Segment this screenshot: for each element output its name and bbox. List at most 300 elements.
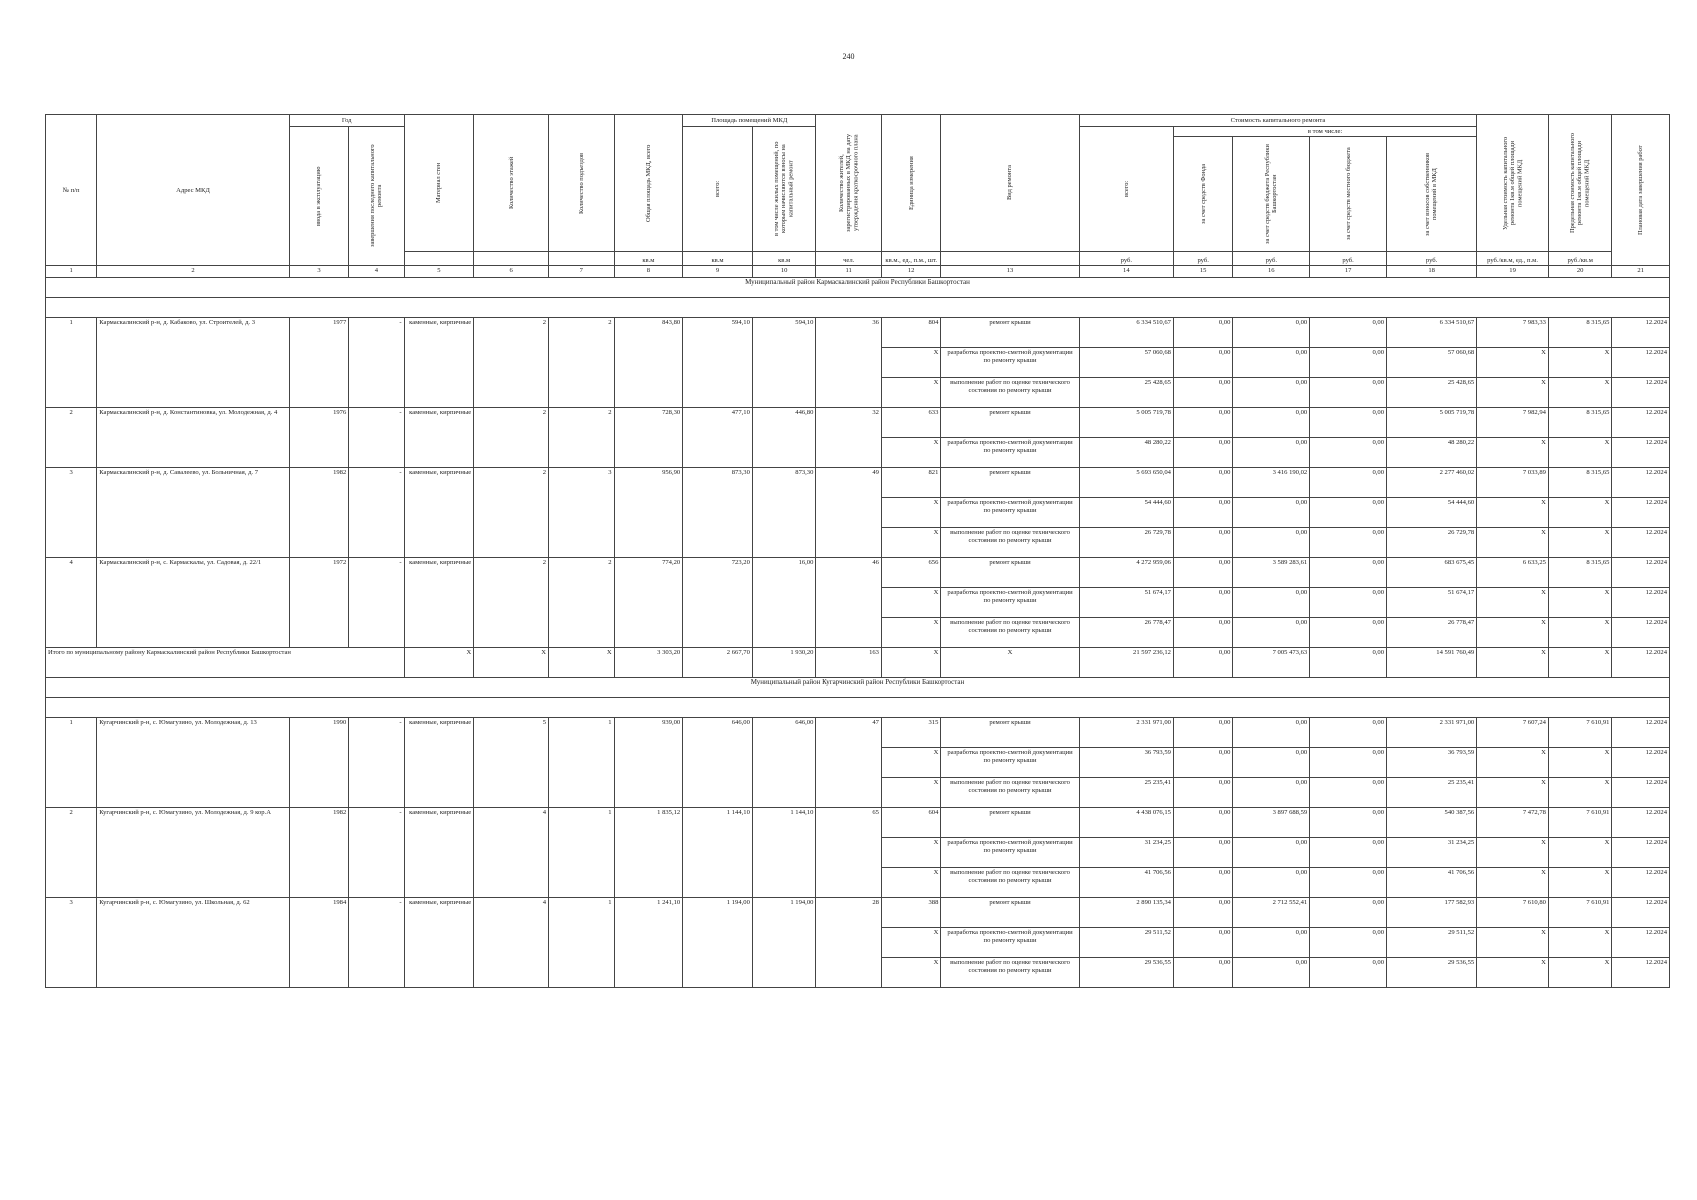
wall-material: каменные, кирпичные — [404, 558, 474, 648]
year-commission: 1982 — [289, 468, 348, 558]
year-last-repair: - — [349, 718, 404, 808]
cost-fund: 0,00 — [1173, 588, 1232, 618]
area-all: 873,30 — [683, 468, 753, 558]
planned-date: 12.2024 — [1612, 408, 1670, 438]
cost-fund: 0,00 — [1173, 958, 1232, 988]
area-paying: 1 144,10 — [752, 808, 816, 898]
header-area-all: всего: — [713, 181, 721, 198]
entrances: 1 — [549, 898, 615, 988]
unit-cost: X — [1477, 438, 1549, 468]
cost-fund: 0,00 — [1173, 718, 1232, 748]
work-type: ремонт крыши — [941, 318, 1079, 348]
year-last-repair: - — [349, 408, 404, 468]
cost-owners: 29 536,55 — [1387, 958, 1477, 988]
cost-total: 48 280,22 — [1079, 438, 1173, 468]
header-cost-owners: за счет взносов собственников помещений в МКД — [1424, 152, 1439, 236]
cost-total: 4 272 959,06 — [1079, 558, 1173, 588]
cost-fund: 0,00 — [1173, 528, 1232, 558]
planned-date: 12.2024 — [1612, 618, 1670, 648]
work-quantity: X — [881, 588, 940, 618]
cost-total: 54 444,60 — [1079, 498, 1173, 528]
unit-cost: X — [1477, 588, 1549, 618]
building-address: Кугарчинский р-н, с. Юмагузино, ул. Молодежная, д. 13 — [97, 718, 290, 808]
cost-total: 4 438 076,15 — [1079, 808, 1173, 838]
planned-date: 12.2024 — [1612, 528, 1670, 558]
cost-fund: 0,00 — [1173, 378, 1232, 408]
cost-total: 5 693 650,04 — [1079, 468, 1173, 498]
header-unit: Единица измерения — [907, 156, 915, 211]
total-label: Итого по муниципальному району Кармаскалинский район Республики Башкортостан — [46, 648, 405, 678]
year-commission: 1976 — [289, 408, 348, 468]
table-row — [46, 408, 1670, 438]
floors: 2 — [474, 558, 549, 648]
floors: 2 — [474, 408, 549, 468]
cost-republic: 0,00 — [1233, 528, 1310, 558]
max-cost: X — [1548, 528, 1612, 558]
unit-units: кв.м., ед., п.м., шт. — [881, 252, 940, 266]
max-cost: X — [1548, 868, 1612, 898]
entrances: 2 — [549, 318, 615, 408]
year-last-repair: - — [349, 318, 404, 408]
cost-owners: 25 428,65 — [1387, 378, 1477, 408]
planned-date: 12.2024 — [1612, 468, 1670, 498]
unit-cost: X — [1477, 498, 1549, 528]
cost-local: 0,00 — [1310, 928, 1387, 958]
area-all: 594,10 — [683, 318, 753, 408]
cost-republic: 0,00 — [1233, 748, 1310, 778]
work-type: разработка проектно-сметной документации по ремонту крыши — [941, 838, 1079, 868]
row-number: 3 — [46, 468, 97, 558]
entrances: 2 — [549, 408, 615, 468]
section-title-row — [46, 278, 1670, 298]
cost-fund: 0,00 — [1173, 838, 1232, 868]
max-cost: 8 315,65 — [1548, 408, 1612, 438]
header-cost: Стоимость капитального ремонта — [1079, 115, 1477, 127]
header-cost-republic: за счет средств бюджета Республики Башкортостан — [1264, 144, 1279, 245]
unit-cost: X — [1477, 528, 1549, 558]
year-last-repair: - — [349, 808, 404, 898]
total-area: 1 241,10 — [614, 898, 683, 988]
header-wall-material: Материал стен — [435, 163, 443, 204]
cost-local: 0,00 — [1310, 408, 1387, 438]
unit-cost: 7 607,24 — [1477, 718, 1549, 748]
header-year: Год — [289, 115, 404, 127]
unit-sqm: кв.м — [614, 252, 683, 266]
cost-owners: 5 005 719,78 — [1387, 408, 1477, 438]
cost-total: 25 235,41 — [1079, 778, 1173, 808]
unit-rub-sqm: руб./кв.м — [1548, 252, 1612, 266]
residents: 49 — [816, 468, 882, 558]
area-all: 723,20 — [683, 558, 753, 648]
total-area: 843,80 — [614, 318, 683, 408]
table-row — [46, 718, 1670, 748]
wall-material: каменные, кирпичные — [404, 718, 474, 808]
cost-fund: 0,00 — [1173, 618, 1232, 648]
cost-fund: 0,00 — [1173, 558, 1232, 588]
work-quantity: 388 — [881, 898, 940, 928]
cost-owners: 31 234,25 — [1387, 838, 1477, 868]
work-quantity: 804 — [881, 318, 940, 348]
cost-fund: 0,00 — [1173, 408, 1232, 438]
planned-date: 12.2024 — [1612, 318, 1670, 348]
area-all: 646,00 — [683, 718, 753, 808]
header-area-paying: в том числе жилых помещений, по которым начисляются взносы на капитальный ремонт — [773, 141, 795, 237]
unit-rub: руб. — [1079, 252, 1173, 266]
column-number: 3 — [289, 266, 348, 278]
cost-total: 5 005 719,78 — [1079, 408, 1173, 438]
building-address: Кармаскалинский р-н, д. Кабаково, ул. Строителей, д. 3 — [97, 318, 290, 408]
cost-total: 25 428,65 — [1079, 378, 1173, 408]
table-row — [46, 318, 1670, 348]
entrances: 3 — [549, 468, 615, 558]
planned-date: 12.2024 — [1612, 718, 1670, 748]
cost-local: 0,00 — [1310, 898, 1387, 928]
total-area-pay: 1 930,20 — [752, 648, 816, 678]
column-number: 17 — [1310, 266, 1387, 278]
cost-republic: 0,00 — [1233, 778, 1310, 808]
total-entr: X — [549, 648, 615, 678]
total-date: 12.2024 — [1612, 648, 1670, 678]
max-cost: X — [1548, 958, 1612, 988]
unit-cost: 7 610,80 — [1477, 898, 1549, 928]
cost-republic: 3 589 283,61 — [1233, 558, 1310, 588]
unit-cost: 7 982,94 — [1477, 408, 1549, 438]
work-quantity: X — [881, 928, 940, 958]
column-number: 1 — [46, 266, 97, 278]
area-all: 1 144,10 — [683, 808, 753, 898]
max-cost: 8 315,65 — [1548, 468, 1612, 498]
cost-fund: 0,00 — [1173, 438, 1232, 468]
residents: 32 — [816, 408, 882, 468]
unit-cost: X — [1477, 958, 1549, 988]
header-premises-area: Площадь помещений МКД — [683, 115, 816, 127]
planned-date: 12.2024 — [1612, 378, 1670, 408]
unit-cost: X — [1477, 348, 1549, 378]
row-number: 3 — [46, 898, 97, 988]
total-area: 728,30 — [614, 408, 683, 468]
max-cost: X — [1548, 618, 1612, 648]
column-number: 6 — [474, 266, 549, 278]
column-number: 18 — [1387, 266, 1477, 278]
header-planned-date: Плановая дата завершения работ — [1637, 145, 1645, 235]
planned-date: 12.2024 — [1612, 898, 1670, 928]
work-type: ремонт крыши — [941, 718, 1079, 748]
cost-total: 29 536,55 — [1079, 958, 1173, 988]
header-unit-cost: Удельная стоимость капитального ремонта 1кв.м общей площади помещений МКД — [1501, 136, 1524, 230]
cost-local: 0,00 — [1310, 558, 1387, 588]
cost-owners: 51 674,17 — [1387, 588, 1477, 618]
column-number: 13 — [941, 266, 1079, 278]
work-type: разработка проектно-сметной документации по ремонту крыши — [941, 498, 1079, 528]
work-quantity: X — [881, 958, 940, 988]
column-number: 20 — [1548, 266, 1612, 278]
unit-cost: X — [1477, 618, 1549, 648]
total-area: 3 303,20 — [614, 648, 683, 678]
cost-owners: 29 511,52 — [1387, 928, 1477, 958]
column-number: 4 — [349, 266, 404, 278]
area-paying: 446,80 — [752, 408, 816, 468]
wall-material: каменные, кирпичные — [404, 408, 474, 468]
header-total-area: Общая площадь МКД, всего — [644, 144, 652, 222]
cost-republic: 3 897 688,59 — [1233, 808, 1310, 838]
planned-date: 12.2024 — [1612, 438, 1670, 468]
planned-date: 12.2024 — [1612, 808, 1670, 838]
cost-republic: 0,00 — [1233, 618, 1310, 648]
cost-local: 0,00 — [1310, 838, 1387, 868]
work-type: выполнение работ по оценке технического состояния по ремонту крыши — [941, 778, 1079, 808]
area-paying: 646,00 — [752, 718, 816, 808]
max-cost: 8 315,65 — [1548, 318, 1612, 348]
cost-fund: 0,00 — [1173, 498, 1232, 528]
header-cost-local: за счет средств местного бюджета — [1344, 148, 1352, 241]
cost-total: 26 729,78 — [1079, 528, 1173, 558]
page-number: 240 — [842, 52, 855, 61]
cost-total: 41 706,56 — [1079, 868, 1173, 898]
unit-rub: руб. — [1310, 252, 1387, 266]
unit-rub-sqm: руб./кв.м, ед., п.м. — [1477, 252, 1549, 266]
year-last-repair: - — [349, 468, 404, 558]
residents: 47 — [816, 718, 882, 808]
work-quantity: 821 — [881, 468, 940, 498]
section-gap-row — [46, 698, 1670, 718]
area-all: 1 194,00 — [683, 898, 753, 988]
row-number: 1 — [46, 718, 97, 808]
planned-date: 12.2024 — [1612, 778, 1670, 808]
cost-local: 0,00 — [1310, 778, 1387, 808]
column-number-row — [46, 266, 1670, 278]
work-quantity: 656 — [881, 558, 940, 588]
total-unit: X — [1477, 648, 1549, 678]
building-address: Кармаскалинский р-н, д. Савалеево, ул. Больничная, д. 7 — [97, 468, 290, 558]
total-area: 956,90 — [614, 468, 683, 558]
planned-date: 12.2024 — [1612, 958, 1670, 988]
table-row — [46, 558, 1670, 588]
column-number: 19 — [1477, 266, 1549, 278]
planned-date: 12.2024 — [1612, 588, 1670, 618]
cost-local: 0,00 — [1310, 378, 1387, 408]
cost-owners: 540 387,56 — [1387, 808, 1477, 838]
residents: 65 — [816, 808, 882, 898]
cost-total: 29 511,52 — [1079, 928, 1173, 958]
work-type: ремонт крыши — [941, 408, 1079, 438]
work-quantity: 604 — [881, 808, 940, 838]
table-row — [46, 808, 1670, 838]
planned-date: 12.2024 — [1612, 838, 1670, 868]
area-paying: 873,30 — [752, 468, 816, 558]
work-type: выполнение работ по оценке технического состояния по ремонту крыши — [941, 868, 1079, 898]
column-number: 11 — [816, 266, 882, 278]
cost-owners: 41 706,56 — [1387, 868, 1477, 898]
work-type: разработка проектно-сметной документации по ремонту крыши — [941, 438, 1079, 468]
building-address: Кугарчинский р-н, с. Юмагузино, ул. Молодежная, д. 9 кор.А — [97, 808, 290, 898]
cost-local: 0,00 — [1310, 618, 1387, 648]
total-type: X — [941, 648, 1079, 678]
blank-cell — [46, 298, 1670, 318]
cost-local: 0,00 — [1310, 868, 1387, 898]
total-local: 0,00 — [1310, 648, 1387, 678]
work-type: разработка проектно-сметной документации по ремонту крыши — [941, 748, 1079, 778]
work-quantity: X — [881, 748, 940, 778]
wall-material: каменные, кирпичные — [404, 898, 474, 988]
cost-owners: 54 444,60 — [1387, 498, 1477, 528]
area-paying: 16,00 — [752, 558, 816, 648]
work-quantity: X — [881, 868, 940, 898]
work-type: выполнение работ по оценке технического состояния по ремонту крыши — [941, 528, 1079, 558]
cost-owners: 36 793,59 — [1387, 748, 1477, 778]
unit-sqm: кв.м — [752, 252, 816, 266]
work-quantity: 633 — [881, 408, 940, 438]
header-year-commission: ввода в эксплуатацию — [315, 166, 323, 226]
floors: 2 — [474, 318, 549, 408]
total-own: 14 591 760,49 — [1387, 648, 1477, 678]
total-rep: 7 005 473,63 — [1233, 648, 1310, 678]
planned-date: 12.2024 — [1612, 498, 1670, 528]
column-number: 21 — [1612, 266, 1670, 278]
max-cost: 7 610,91 — [1548, 718, 1612, 748]
cost-owners: 26 729,78 — [1387, 528, 1477, 558]
column-number: 7 — [549, 266, 615, 278]
cost-total: 2 331 971,00 — [1079, 718, 1173, 748]
cost-republic: 2 712 552,41 — [1233, 898, 1310, 928]
cost-fund: 0,00 — [1173, 898, 1232, 928]
header-work-type: Вид ремонта — [1006, 165, 1014, 201]
year-last-repair: - — [349, 898, 404, 988]
unit-rub: руб. — [1173, 252, 1232, 266]
cost-local: 0,00 — [1310, 748, 1387, 778]
row-number: 2 — [46, 808, 97, 898]
cost-total: 36 793,59 — [1079, 748, 1173, 778]
cost-fund: 0,00 — [1173, 468, 1232, 498]
header-incl: в том числе: — [1173, 127, 1476, 137]
total-qty: X — [881, 648, 940, 678]
cost-republic: 0,00 — [1233, 318, 1310, 348]
cost-fund: 0,00 — [1173, 748, 1232, 778]
blank-cell — [46, 698, 1670, 718]
unit-cost: 7 033,89 — [1477, 468, 1549, 498]
max-cost: X — [1548, 778, 1612, 808]
work-quantity: X — [881, 838, 940, 868]
header-max-cost: Предельная стоимость капитального ремонта 1кв.м общей площади помещений МКД — [1569, 133, 1591, 234]
work-type: выполнение работ по оценке технического состояния по ремонту крыши — [941, 618, 1079, 648]
column-number: 14 — [1079, 266, 1173, 278]
area-all: 477,10 — [683, 408, 753, 468]
total-people: 163 — [816, 648, 882, 678]
column-number: 9 — [683, 266, 753, 278]
max-cost: 7 610,91 — [1548, 898, 1612, 928]
total-area: 1 835,12 — [614, 808, 683, 898]
max-cost: X — [1548, 378, 1612, 408]
unit-people: чел. — [816, 252, 882, 266]
cost-local: 0,00 — [1310, 498, 1387, 528]
total-area-all: 2 667,70 — [683, 648, 753, 678]
row-number: 1 — [46, 318, 97, 408]
table-row — [46, 898, 1670, 928]
max-cost: X — [1548, 588, 1612, 618]
row-number: 2 — [46, 408, 97, 468]
cost-local: 0,00 — [1310, 438, 1387, 468]
header-residents: Количество жителей, зарегистрированных в МКД на дату утверждения краткосрочного плана — [837, 134, 860, 233]
entrances: 1 — [549, 808, 615, 898]
header-year-last-repair: завершения последнего капитального ремонта — [369, 144, 384, 248]
entrances: 2 — [549, 558, 615, 648]
work-type: ремонт крыши — [941, 468, 1079, 498]
section-title: Муниципальный район Кугарчинский район Республики Башкортостан — [46, 678, 1670, 698]
cost-fund: 0,00 — [1173, 778, 1232, 808]
cost-local: 0,00 — [1310, 958, 1387, 988]
residents: 36 — [816, 318, 882, 408]
cost-fund: 0,00 — [1173, 318, 1232, 348]
total-floors: X — [474, 648, 549, 678]
floors: 5 — [474, 718, 549, 808]
cost-local: 0,00 — [1310, 528, 1387, 558]
work-quantity: 315 — [881, 718, 940, 748]
year-last-repair: - — [349, 558, 404, 648]
work-type: выполнение работ по оценке технического состояния по ремонту крыши — [941, 958, 1079, 988]
work-type: разработка проектно-сметной документации по ремонту крыши — [941, 348, 1079, 378]
max-cost: X — [1548, 838, 1612, 868]
work-type: ремонт крыши — [941, 898, 1079, 928]
total-area: 774,20 — [614, 558, 683, 648]
header-address: Адрес МКД — [97, 115, 290, 266]
unit-cost: X — [1477, 778, 1549, 808]
section-total-row — [46, 648, 1670, 678]
floors: 4 — [474, 808, 549, 898]
column-number: 16 — [1233, 266, 1310, 278]
capital-repair-table — [45, 114, 1670, 988]
cost-fund: 0,00 — [1173, 928, 1232, 958]
column-number: 12 — [881, 266, 940, 278]
cost-local: 0,00 — [1310, 348, 1387, 378]
building-address: Кармаскалинский р-н, с. Кармаскалы, ул. Садовая, д. 22/1 — [97, 558, 290, 648]
work-type: разработка проектно-сметной документации по ремонту крыши — [941, 928, 1079, 958]
cost-owners: 48 280,22 — [1387, 438, 1477, 468]
max-cost: 7 610,91 — [1548, 808, 1612, 838]
cost-owners: 25 235,41 — [1387, 778, 1477, 808]
column-number: 10 — [752, 266, 816, 278]
cost-fund: 0,00 — [1173, 868, 1232, 898]
header-cost-fund: за счет средств Фонда — [1199, 164, 1207, 225]
planned-date: 12.2024 — [1612, 558, 1670, 588]
cost-total: 2 890 135,34 — [1079, 898, 1173, 928]
table-row — [46, 468, 1670, 498]
cost-local: 0,00 — [1310, 808, 1387, 838]
total-fund: 0,00 — [1173, 648, 1232, 678]
max-cost: X — [1548, 348, 1612, 378]
max-cost: X — [1548, 748, 1612, 778]
residents: 46 — [816, 558, 882, 648]
unit-cost: X — [1477, 838, 1549, 868]
unit-rub: руб. — [1233, 252, 1310, 266]
column-number: 8 — [614, 266, 683, 278]
floors: 4 — [474, 898, 549, 988]
cost-republic: 0,00 — [1233, 408, 1310, 438]
planned-date: 12.2024 — [1612, 748, 1670, 778]
cost-total: 6 334 510,67 — [1079, 318, 1173, 348]
work-quantity: X — [881, 498, 940, 528]
work-quantity: X — [881, 528, 940, 558]
cost-total: 26 778,47 — [1079, 618, 1173, 648]
residents: 28 — [816, 898, 882, 988]
cost-republic: 0,00 — [1233, 928, 1310, 958]
cost-republic: 0,00 — [1233, 588, 1310, 618]
cost-owners: 2 277 460,02 — [1387, 468, 1477, 498]
header-num: № п/п — [46, 115, 97, 266]
cost-republic: 0,00 — [1233, 958, 1310, 988]
work-quantity: X — [881, 438, 940, 468]
unit-cost: X — [1477, 928, 1549, 958]
unit-cost: X — [1477, 868, 1549, 898]
wall-material: каменные, кирпичные — [404, 808, 474, 898]
